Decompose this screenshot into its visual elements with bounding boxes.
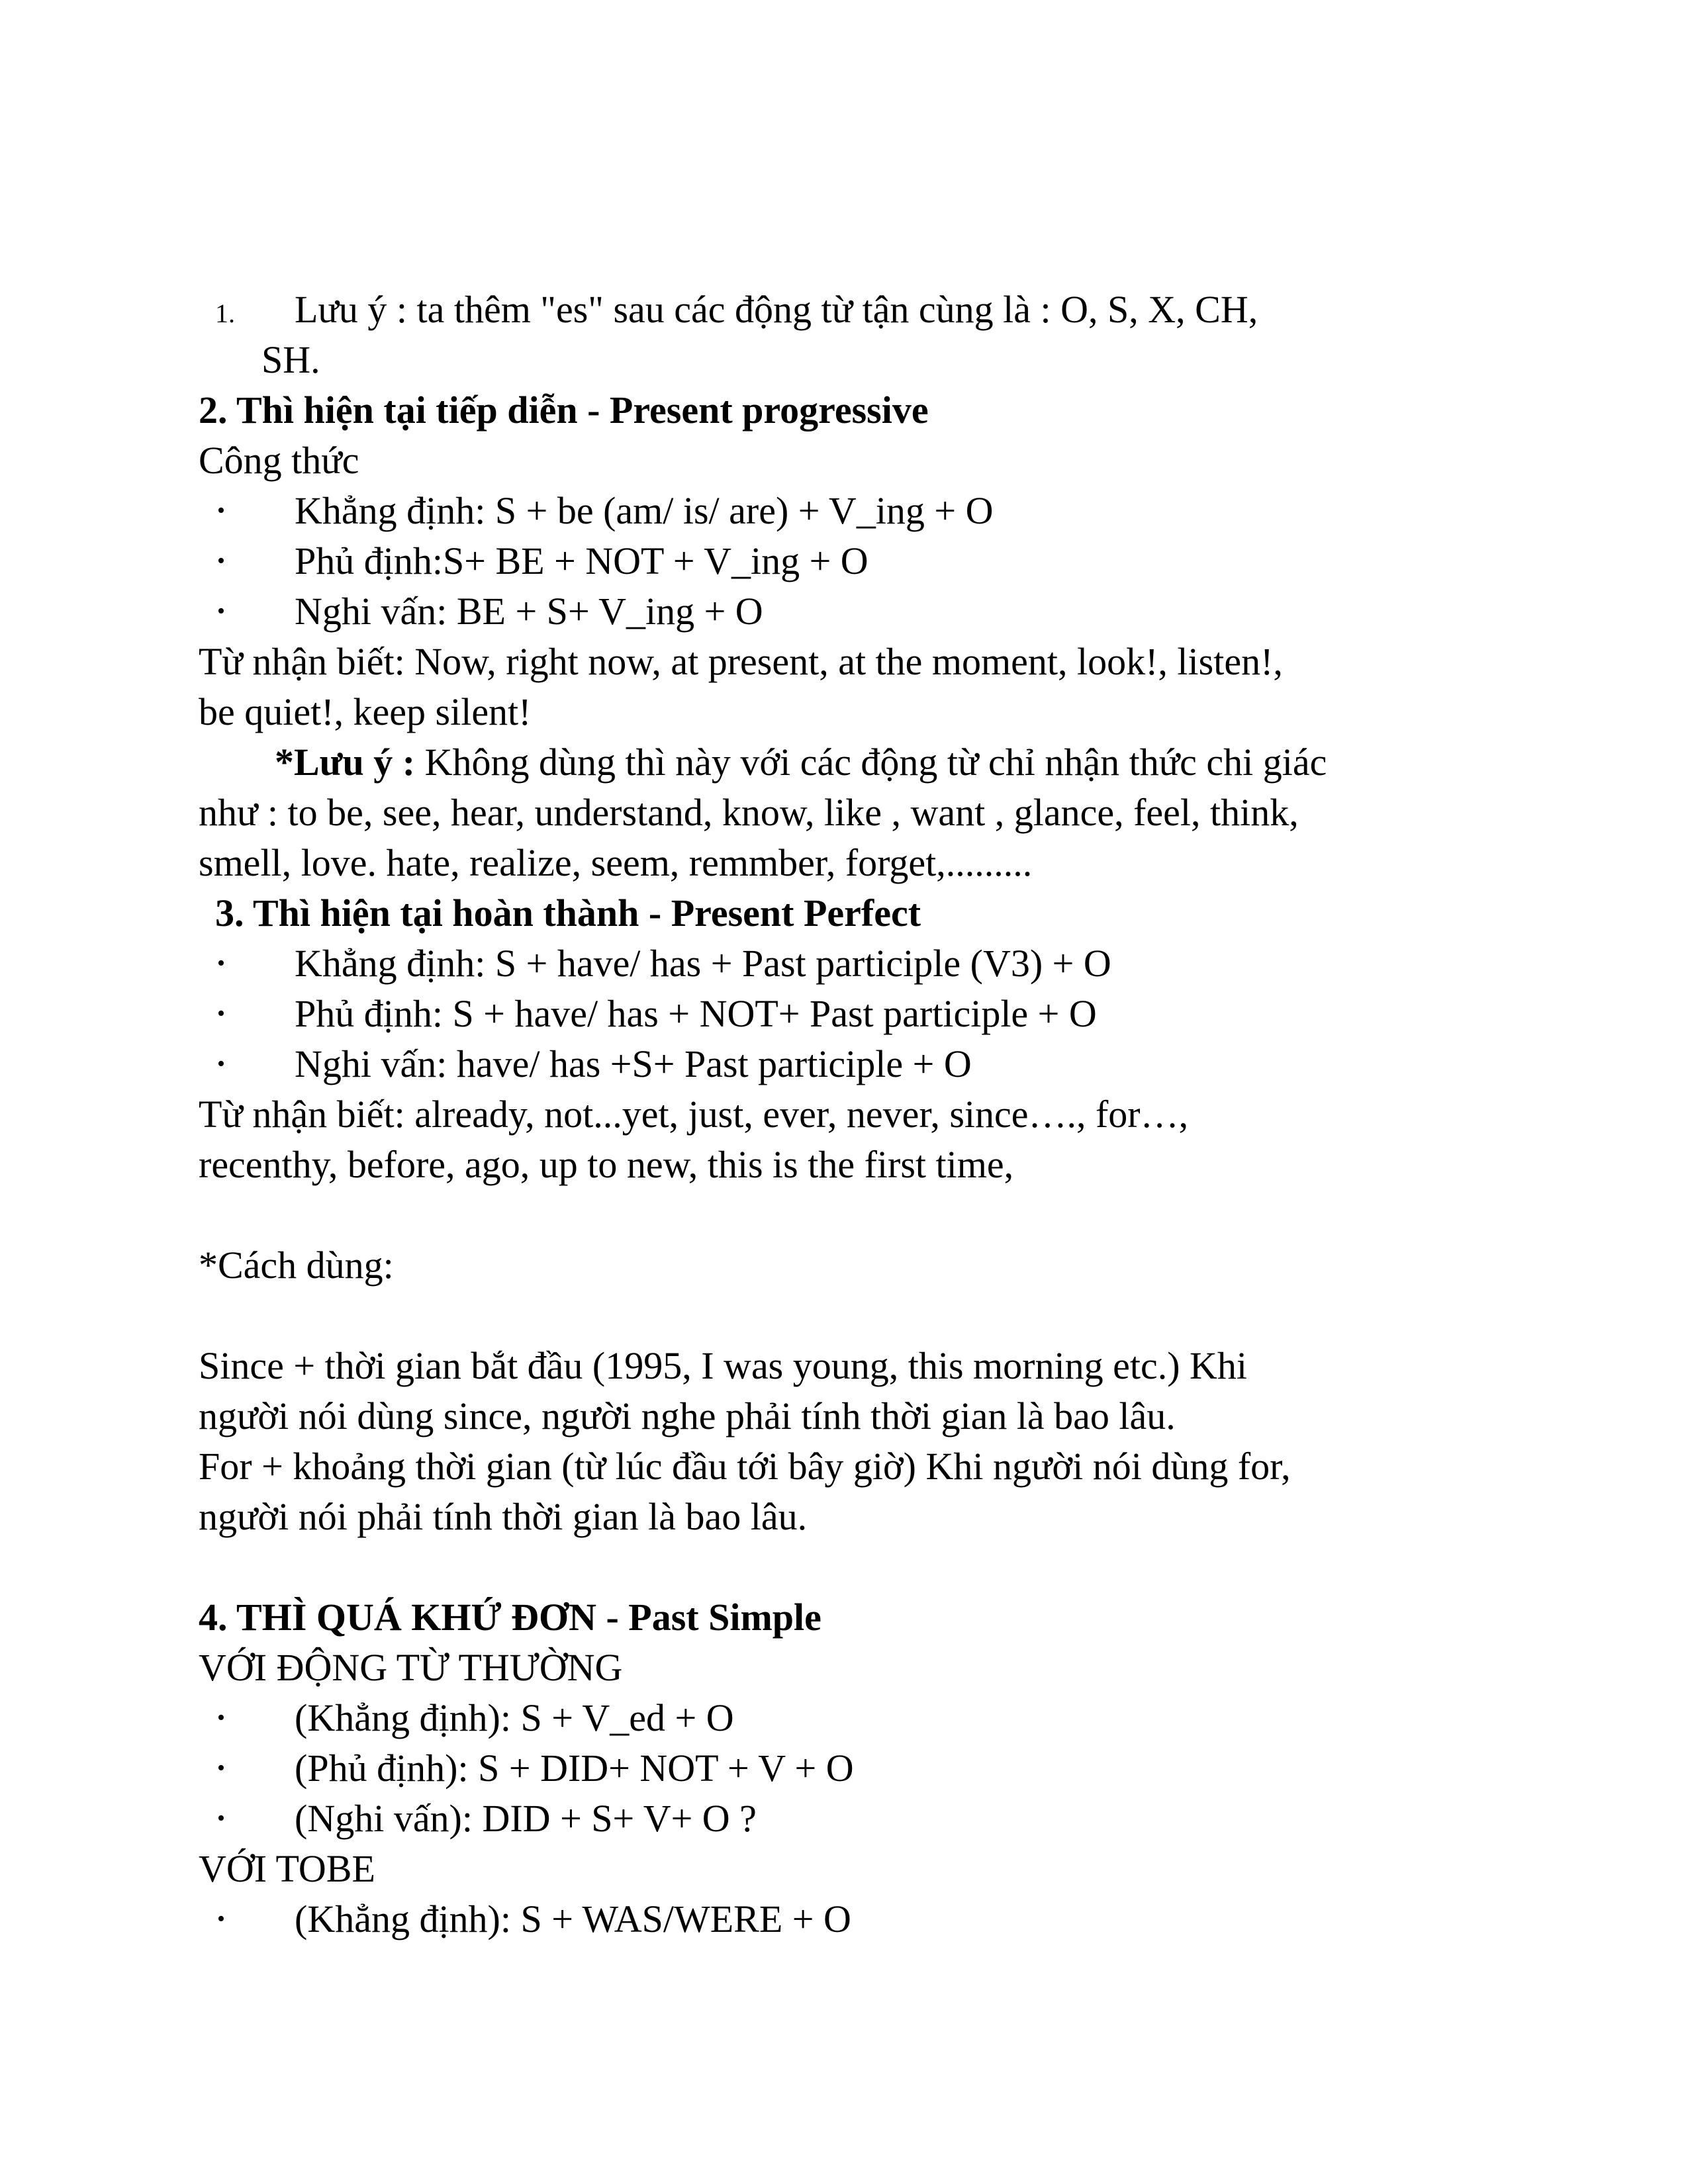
since-usage-line2: người nói dùng since, người nghe phải tính thời gian là bao lâu. [199,1394,1176,1437]
bullet-icon: • [217,599,225,623]
bullet-icon: • [217,1806,225,1831]
bullet-icon: • [217,951,225,976]
bullet-icon: • [217,1052,225,1076]
formula-label: Công thức [199,439,359,482]
usage-label: *Cách dùng: [199,1244,394,1287]
note-label: *Lưu ý : [275,741,416,784]
list-item: Nghi vấn: BE + S+ V_ing + O [295,590,763,633]
section2-heading: 2. Thì hiện tại tiếp diễn - Present progressive [199,388,929,432]
since-usage-line1: Since + thời gian bắt đầu (1995, I was young, this morning etc.) Khi [199,1344,1248,1387]
section4-heading: 4. THÌ QUÁ KHỨ ĐƠN - Past Simple [199,1596,821,1639]
list-item: Phủ định:S+ BE + NOT + V_ing + O [295,539,868,582]
bullet-icon: • [217,1907,225,1931]
tobe-label: VỚI TOBE [199,1847,375,1890]
signal-words-line1: Từ nhận biết: already, not...yet, just, ever, never, since…., for…, [199,1093,1189,1136]
signal-words-line1: Từ nhận biết: Now, right now, at present, at the moment, look!, listen!, [199,640,1283,683]
section3-heading: 3. Thì hiện tại hoàn thành - Present Perfect [215,891,921,934]
note-text: Không dùng thì này với các động từ chỉ nhận thức chi giác [415,741,1327,784]
signal-words-line2: recenthy, before, ago, up to new, this is the first time, [199,1143,1014,1186]
list-item: Nghi vấn: have/ has +S+ Past participle + O [295,1042,972,1085]
es-rule-note-line2: SH. [261,338,320,381]
bullet-icon: • [217,1706,225,1730]
usage-note-line1 [275,737,1327,788]
list-item: Phủ định: S + have/ has + NOT+ Past participle + O [295,992,1097,1035]
signal-words-line2: be quiet!, keep silent! [199,690,532,733]
list-item: (Phủ định): S + DID+ NOT + V + O [295,1747,854,1790]
es-rule-note-line1: Lưu ý : ta thêm "es" sau các động từ tận cùng là : O, S, X, CH, [295,288,1258,331]
list-number: 1. [215,298,235,328]
list-item: Khẳng định: S + have/ has + Past participle (V3) + O [295,942,1111,985]
usage-note-line2: như : to be, see, hear, understand, know, like , want , glance, feel, think, [199,791,1299,834]
list-item: (Khẳng định): S + V_ed + O [295,1696,734,1739]
for-usage-line1: For + khoảng thời gian (từ lúc đầu tới bây giờ) Khi người nói dùng for, [199,1445,1291,1488]
usage-note-line3: smell, love. hate, realize, seem, remmber, forget,......... [199,841,1033,884]
bullet-icon: • [217,549,225,573]
bullet-icon: • [217,1001,225,1026]
list-item: (Nghi vấn): DID + S+ V+ O ? [295,1797,757,1840]
for-usage-line2: người nói phải tính thời gian là bao lâu. [199,1495,808,1538]
regular-verbs-label: VỚI ĐỘNG TỪ THƯỜNG [199,1646,623,1689]
bullet-icon: • [217,498,225,523]
bullet-icon: • [217,1756,225,1780]
list-item: (Khẳng định): S + WAS/WERE + O [295,1897,851,1940]
list-item: Khẳng định: S + be (am/ is/ are) + V_ing + O [295,489,994,532]
